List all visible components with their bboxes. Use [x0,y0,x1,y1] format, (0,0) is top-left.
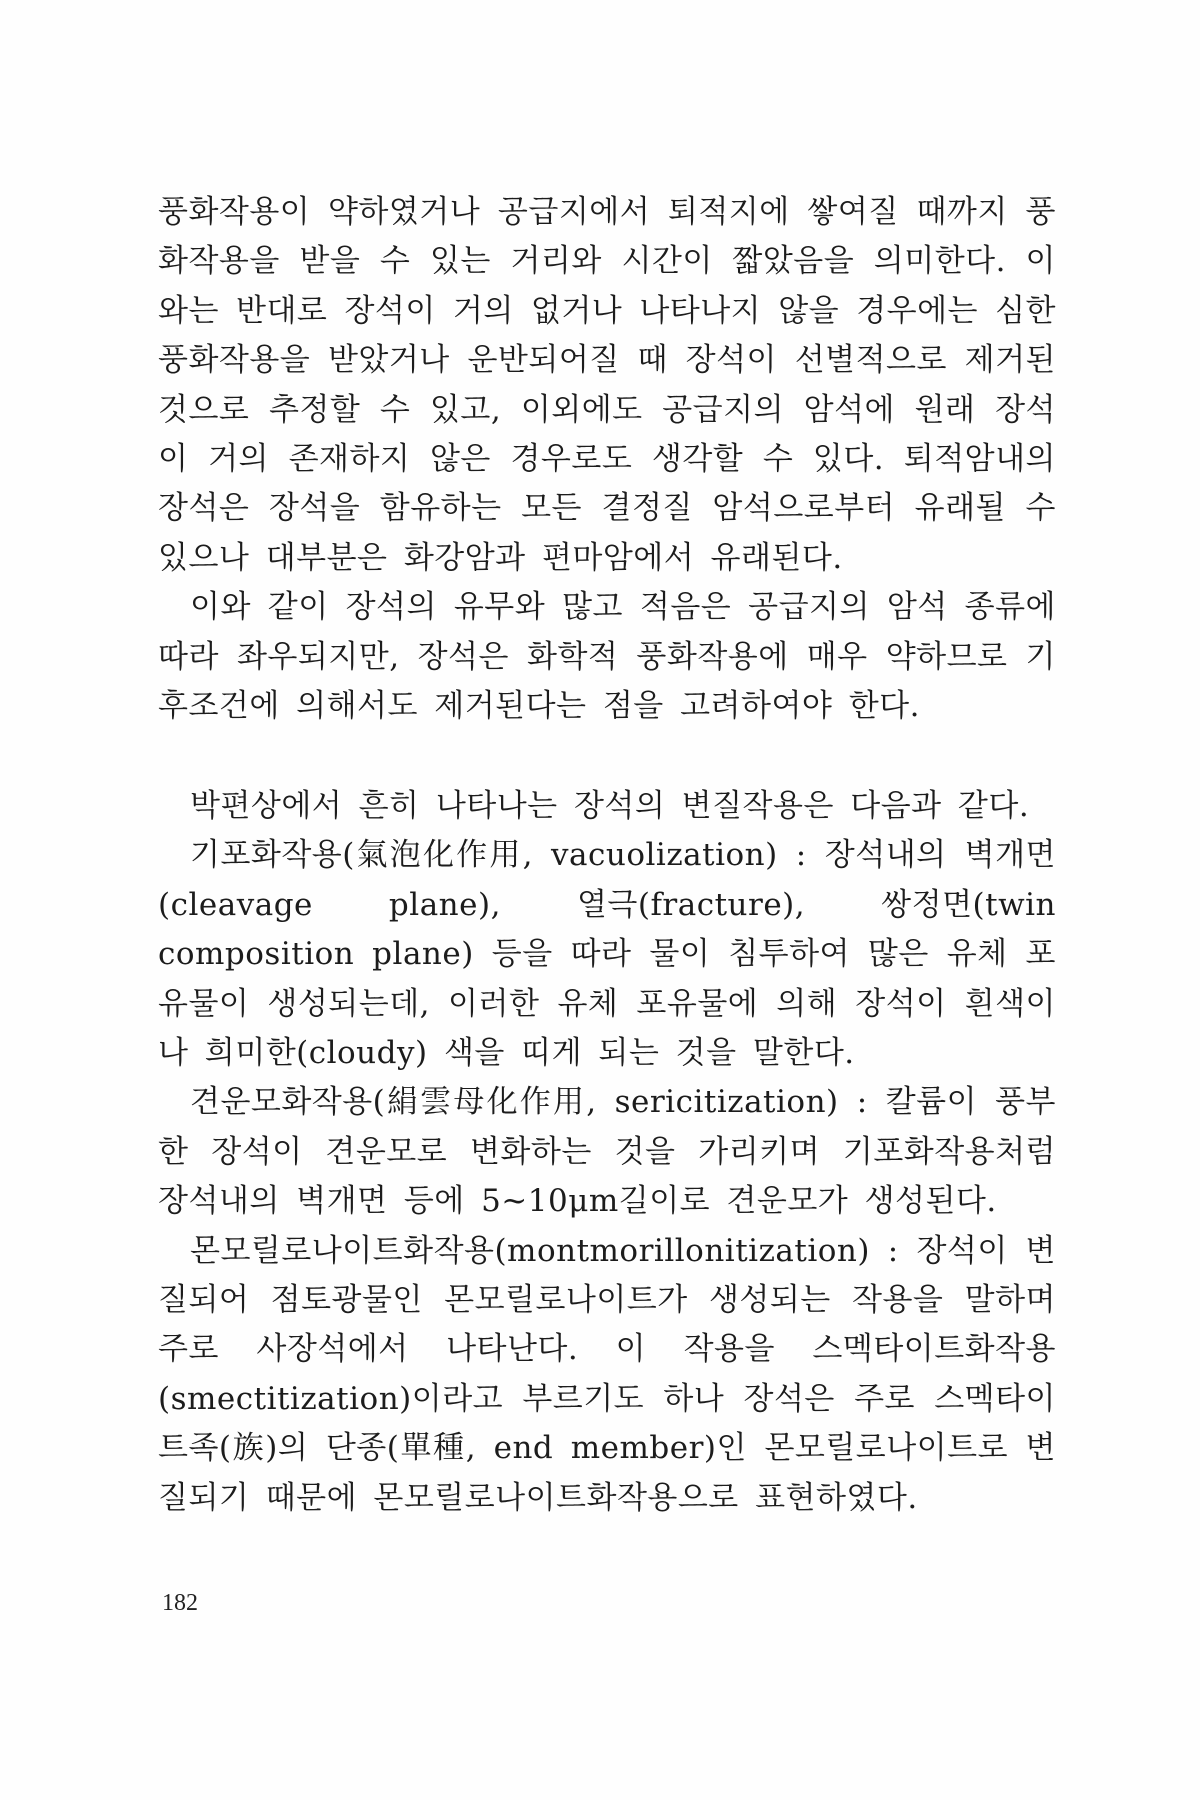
paragraph-vacuolization: 기포화작용(氣泡化作用, vacuolization) : 장석내의 벽개면(cleavage plane), 열극(fracture), 쌍정면(twin composition plane) 등을 따라 물이 침투하여 많은 유체 포유물이 생성되는데, 이러한 유체 포유물에 의해 장석이 흰색이나 희미한(cloudy) 색을 띠게 되는 것을 말한다. [158,837,1056,1072]
page-number: 182 [162,1590,198,1616]
paragraph-feldspar-abundance: 이와 같이 장석의 유무와 많고 적음은 공급지의 암석 종류에 따라 좌우되지만, 장석은 화학적 풍화작용에 매우 약하므로 기후조건에 의해서도 제거된다는 점을 고려하여야 한다. [158,589,1056,725]
paragraph-montmorillonitization: 몬모릴로나이트화작용(montmorillonitization) : 장석이 변질되어 점토광물인 몬모릴로나이트가 생성되는 작용을 말하며 주로 사장석에서 나타난다. 이 작용을 스멕타이트화작용(smectitization)이라고 부르기도 하나 장석은 주로 스멕타이트족(族)의 단종(單種, end member)인 몬모릴로나이트로 변질되기 때문에 몬모릴로나이트화작용으로 표현하였다. [158,1232,1056,1516]
paragraph-continuation: 풍화작용이 약하였거나 공급지에서 퇴적지에 쌓여질 때까지 풍화작용을 받을 수 있는 거리와 시간이 짧았음을 의미한다. 이와는 반대로 장석이 거의 없거나 나타나지 않을 경우에는 심한 풍화작용을 받았거나 운반되어질 때 장석이 선별적으로 제거된 것으로 추정할 수 있고, 이외에도 공급지의 암석에 원래 장석이 거의 존재하지 않은 경우로도 생각할 수 있다. 퇴적암내의 장석은 장석을 함유하는 모든 결정질 암석으로부터 유래될 수 있으나 대부분은 화강암과 편마암에서 유래된다. [158,194,1056,576]
lower-text-block [158,782,1056,1523]
paragraph-alteration-intro: 박편상에서 흔히 나타나는 장석의 변질작용은 다음과 같다. [190,788,1030,824]
upper-text-block [158,188,1056,731]
paragraph-sericitization: 견운모화작용(絹雲母化作用, sericitization) : 칼륨이 풍부한 장석이 견운모로 변화하는 것을 가리키며 기포화작용처럼 장석내의 벽개면 등에 5~10μm길이로 견운모가 생성된다. [158,1084,1056,1220]
